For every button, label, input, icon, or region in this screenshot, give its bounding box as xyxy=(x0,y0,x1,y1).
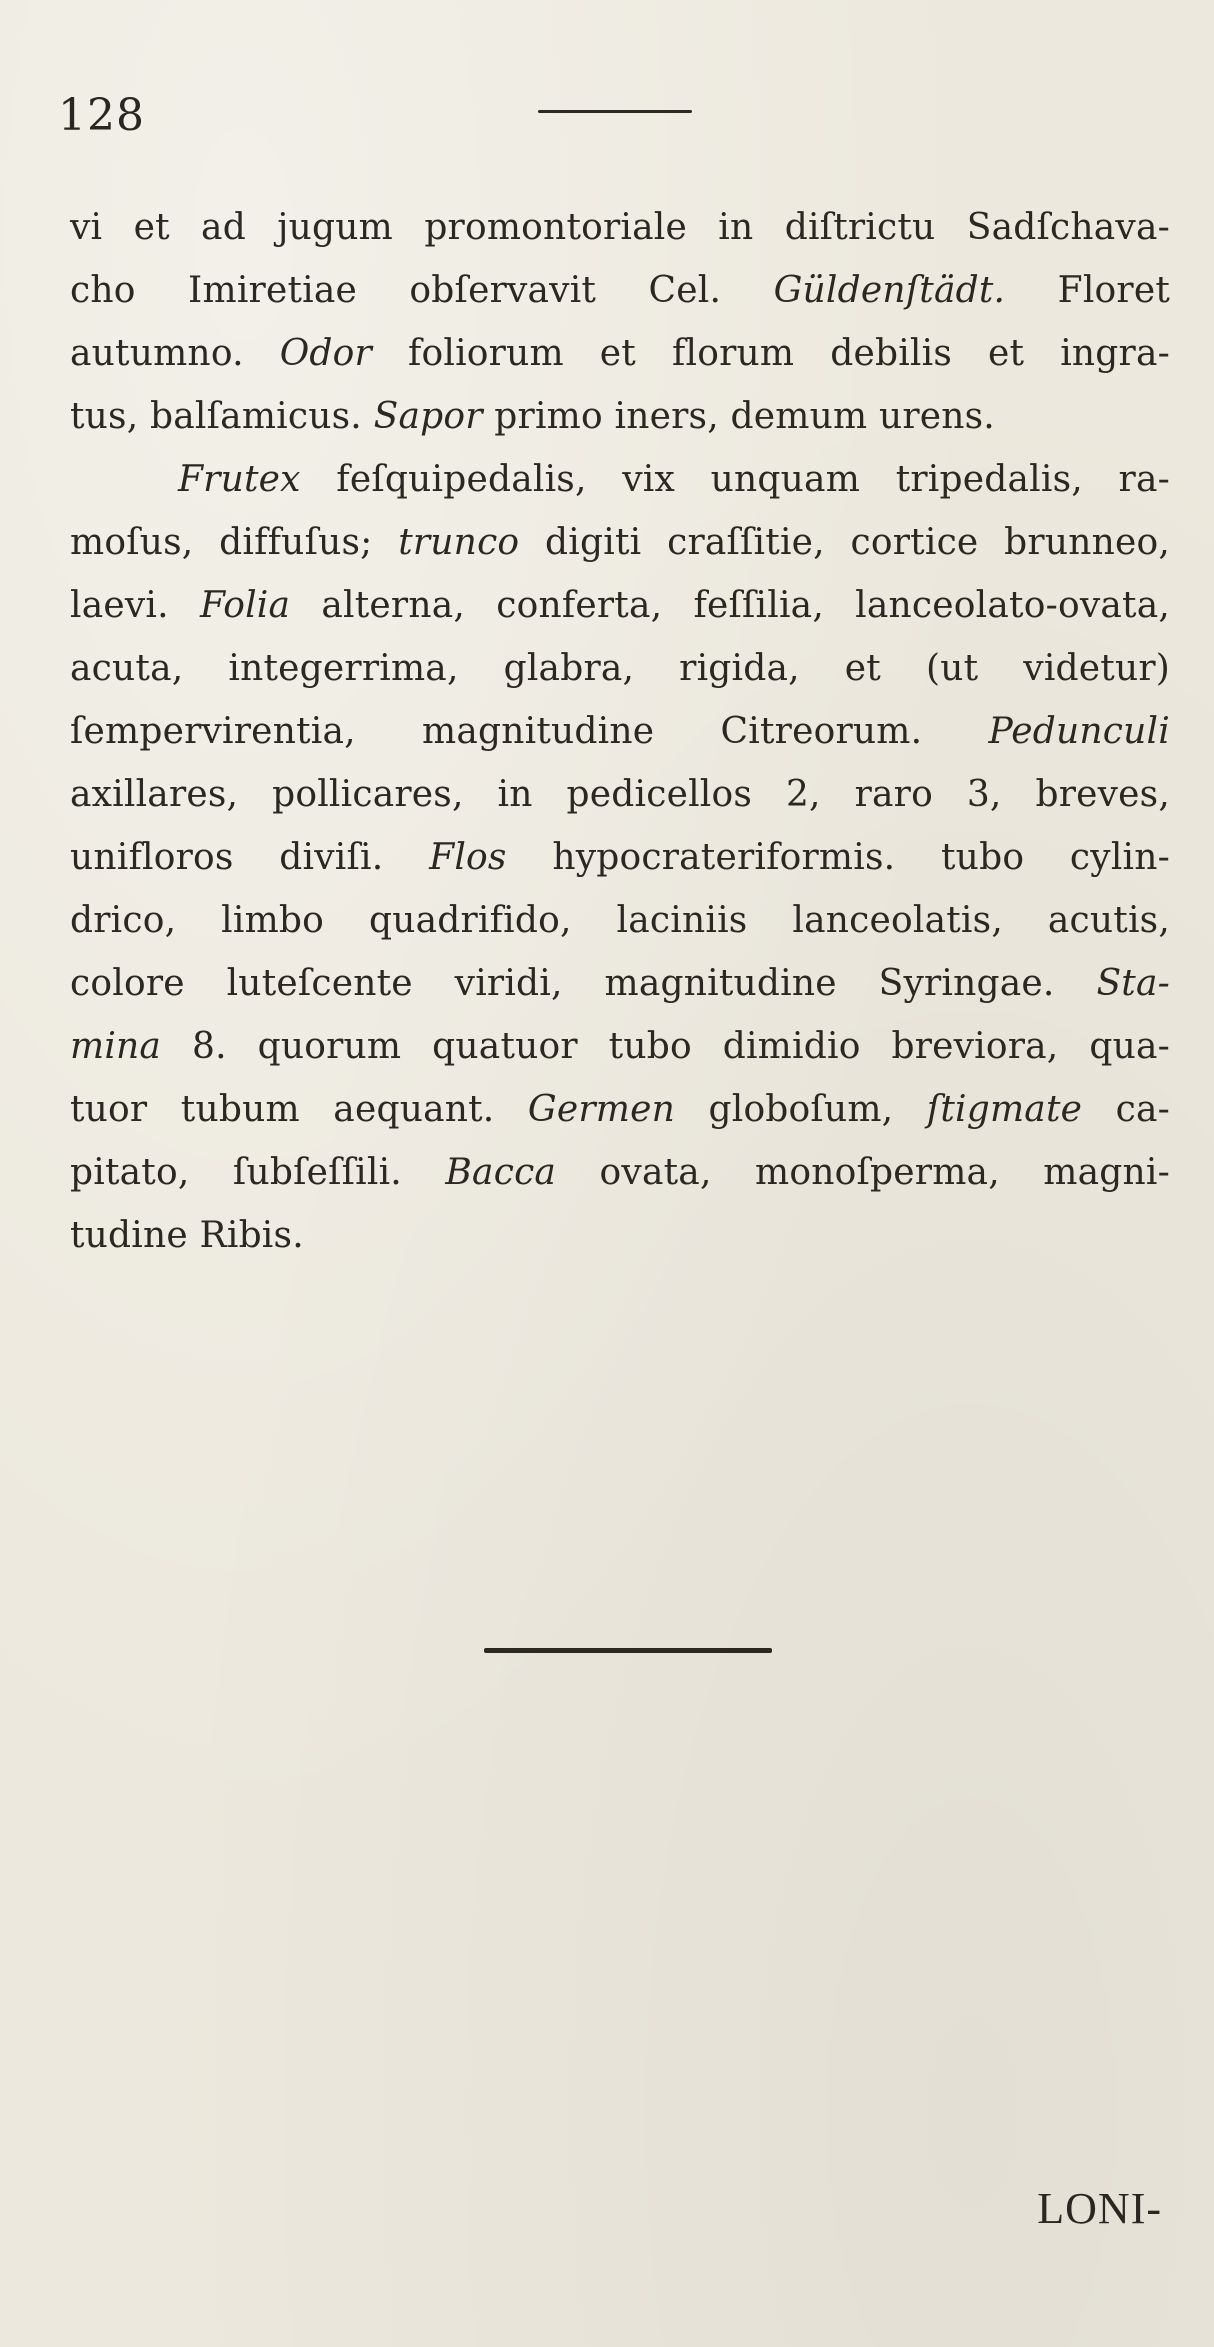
text-line xyxy=(70,763,1170,826)
body-text xyxy=(70,196,1170,1267)
italic-term: ſtigmate xyxy=(926,1089,1083,1130)
text-line xyxy=(70,1204,1170,1267)
text-line xyxy=(70,448,1170,511)
footer-rule xyxy=(484,1648,772,1653)
text-run: axillares, pollicares, in pedicellos 2, raro 3, breves, xyxy=(70,774,1170,815)
text-run: Floret xyxy=(1005,270,1170,311)
text-line xyxy=(70,574,1170,637)
page-number: 128 xyxy=(58,90,145,141)
text-run: digiti craſſitie, cortice brunneo, xyxy=(519,522,1170,563)
header-rule xyxy=(538,110,692,113)
text-run: primo iners, demum urens. xyxy=(482,396,995,437)
text-run: acuta, integerrima, glabra, rigida, et (ut videtur) xyxy=(70,648,1170,689)
italic-term: Sta- xyxy=(1096,963,1170,1004)
catchword: LONI- xyxy=(1037,2184,1162,2233)
text-line xyxy=(70,952,1170,1015)
italic-term: Odor xyxy=(279,333,372,374)
text-run: feſquipedalis, vix unquam tripedalis, ra- xyxy=(300,459,1170,500)
text-run: pitato, ſubſeſſili. xyxy=(70,1152,446,1193)
text-run: tudine Ribis. xyxy=(70,1215,304,1256)
italic-term: trunco xyxy=(398,522,520,563)
italic-term: mina xyxy=(70,1026,162,1067)
text-line xyxy=(70,889,1170,952)
text-line xyxy=(70,826,1170,889)
text-line xyxy=(70,1141,1170,1204)
text-line xyxy=(70,1015,1170,1078)
text-line xyxy=(70,196,1170,259)
text-run: autumno. xyxy=(70,333,280,374)
text-run: laevi. xyxy=(70,585,200,626)
text-run: 8. quorum quatuor tubo dimidio breviora, qua- xyxy=(161,1026,1170,1067)
text-line xyxy=(70,511,1170,574)
text-run: colore luteſcente viridi, magnitudine Syringae. xyxy=(70,963,1097,1004)
text-run: cho Imiretiae obſervavit Cel. xyxy=(70,270,774,311)
italic-term: Pedunculi xyxy=(988,711,1170,752)
text-run: moſus, diffuſus; xyxy=(70,522,399,563)
text-run: ca- xyxy=(1082,1089,1170,1130)
text-run: tus, balſamicus. xyxy=(70,396,374,437)
text-run: vi et ad jugum promontoriale in diſtrictu Sadſchava- xyxy=(70,207,1170,248)
text-run: ſempervirentia, magnitudine Citreorum. xyxy=(70,711,989,752)
italic-term: Flos xyxy=(429,837,507,878)
italic-term: Güldenſtädt. xyxy=(773,270,1006,311)
text-line xyxy=(70,385,1170,448)
italic-term: Frutex xyxy=(178,459,301,500)
text-line xyxy=(70,637,1170,700)
italic-term: Bacca xyxy=(445,1152,557,1193)
italic-term: Folia xyxy=(199,585,291,626)
italic-term: Sapor xyxy=(373,396,483,437)
text-run: foliorum et florum debilis et ingra- xyxy=(371,333,1170,374)
text-run: hypocrateriformis. tubo cylin- xyxy=(506,837,1171,878)
text-run: unifloros diviſi. xyxy=(70,837,430,878)
text-run: tuor tubum aequant. xyxy=(70,1089,528,1130)
italic-term: Germen xyxy=(527,1089,676,1130)
text-line xyxy=(70,259,1170,322)
text-line xyxy=(70,322,1170,385)
text-run: drico, limbo quadrifido, laciniis lanceolatis, acutis, xyxy=(70,900,1170,941)
text-run: globoſum, xyxy=(675,1089,927,1130)
text-run: ovata, monoſperma, magni- xyxy=(556,1152,1170,1193)
text-line xyxy=(70,700,1170,763)
text-line xyxy=(70,1078,1170,1141)
text-run: alterna, conferta, feſſilia, lanceolato-ovata, xyxy=(290,585,1170,626)
